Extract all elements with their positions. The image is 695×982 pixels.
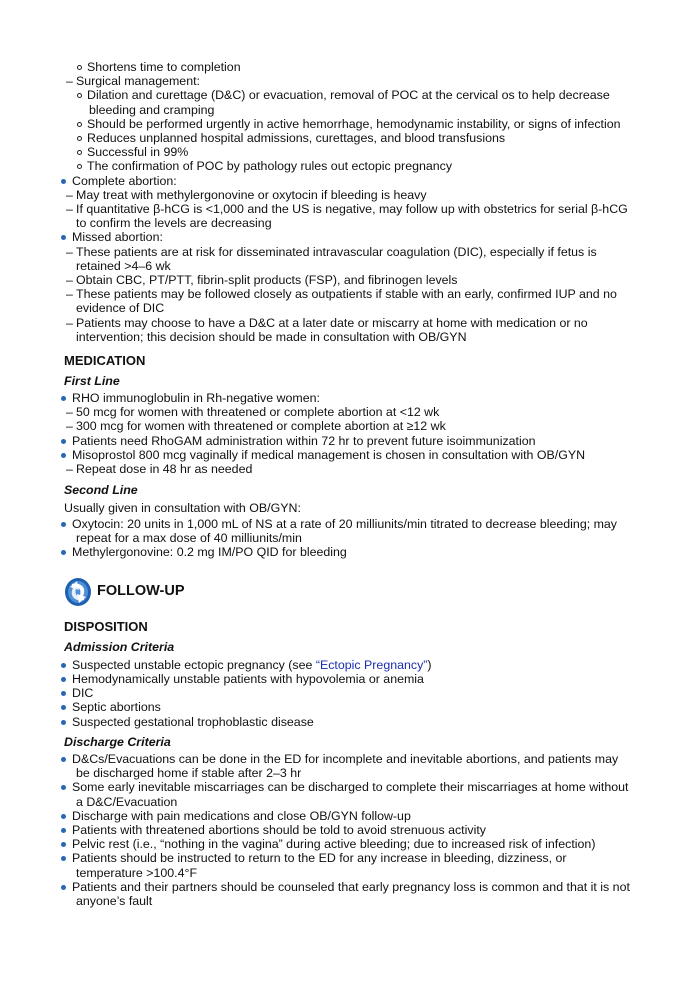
list-item-text: retained >4–6 wk — [76, 258, 171, 273]
list-item-text: Complete abortion: — [72, 173, 177, 188]
list-item-text: DIC — [72, 686, 94, 701]
dash-marker: – — [66, 287, 73, 302]
bullet-icon — [61, 396, 66, 401]
list-item-text: Patients need RhoGAM administration within 72 hr to prevent future isoimmunization — [72, 433, 536, 448]
list-item-text: Repeat dose in 48 hr as needed — [76, 462, 253, 476]
dash-marker: – — [66, 462, 73, 476]
second-line-heading: Second Line — [64, 483, 138, 497]
list-item-text: The confirmation of POC by pathology rules out ectopic pregnancy — [87, 159, 453, 174]
dash-marker: – — [66, 187, 73, 202]
admission-criteria-heading: Admission Criteria — [64, 640, 175, 654]
list-item-text: Shortens time to completion — [87, 60, 241, 74]
bullet-icon — [61, 885, 66, 890]
bullet-icon — [61, 814, 66, 819]
list-item-text: 50 mcg for women with threatened or complete abortion at <12 wk — [76, 405, 440, 420]
list-item-text: Septic abortions — [72, 700, 161, 715]
follow-up-title: FOLLOW-UP — [97, 583, 185, 599]
bullet-icon — [61, 785, 66, 790]
list-item-text: Missed abortion: — [72, 230, 163, 245]
list-item-text: Pelvic rest (i.e., “nothing in the vagina” during active bleeding; due to increased risk of infection) — [72, 837, 596, 852]
follow-up-icon — [63, 576, 93, 608]
dash-marker: – — [66, 273, 73, 287]
list-item-text: Oxytocin: 20 units in 1,000 mL of NS at a rate of 20 milliunits/min titrated to decrease bleeding; may — [72, 517, 618, 531]
list-item-text: temperature >100.4°F — [76, 865, 198, 880]
list-item-text: Misoprostol 800 mcg vaginally if medical management is chosen in consultation with OB/GYN — [72, 447, 586, 462]
list-item-text: Dilation and curettage (D&C) or evacuation, removal of POC at the cervical os to help decrease — [87, 88, 610, 103]
list-item-text: Obtain CBC, PT/PTT, fibrin-split products (FSP), and fibrinogen levels — [76, 273, 458, 287]
bullet-icon — [61, 522, 66, 527]
list-item-text: to confirm the levels are decreasing — [76, 216, 272, 231]
bullet-icon — [61, 235, 66, 240]
dash-marker: – — [66, 419, 73, 434]
list-item-text: D&Cs/Evacuations can be done in the ED for incomplete and inevitable abortions, and patients may — [72, 752, 619, 766]
list-item-text: anyone’s fault — [76, 894, 153, 908]
list-item-text: Some early inevitable miscarriages can be discharged to complete their miscarriages at home without — [72, 780, 629, 795]
list-item-text: be discharged home if stable after 2–3 hr — [76, 766, 302, 781]
dash-marker: – — [66, 202, 73, 216]
bullet-icon — [61, 842, 66, 847]
list-item-text: These patients may be followed closely as outpatients if stable with an early, confirmed IUP and no — [76, 287, 617, 302]
bullet-icon — [61, 691, 66, 696]
sub-bullet-icon — [77, 65, 82, 70]
sub-bullet-icon — [77, 150, 82, 155]
list-item-text: If quantitative β-hCG is <1,000 and the US is negative, may follow up with obstetrics for serial β-hCG — [76, 202, 628, 216]
bullet-icon — [61, 705, 66, 710]
bullet-icon — [61, 663, 66, 668]
bullet-icon — [61, 856, 66, 861]
list-item-text: repeat for a max dose of 40 milliunits/min — [76, 531, 302, 546]
list-item-text: Patients should be instructed to return to the ED for any increase in bleeding, dizziness, or — [72, 851, 567, 866]
bullet-icon — [61, 720, 66, 725]
list-item-text: May treat with methylergonovine or oxytocin if bleeding is heavy — [76, 187, 427, 202]
list-item-text: Should be performed urgently in active hemorrhage, hemodynamic instability, or signs of infection — [87, 116, 621, 131]
list-item-text: Successful in 99% — [87, 145, 189, 160]
dash-marker: – — [66, 315, 73, 330]
list-item-text: Hemodynamically unstable patients with hypovolemia or anemia — [72, 672, 424, 686]
disposition-heading: DISPOSITION — [64, 619, 148, 634]
bullet-icon — [61, 439, 66, 444]
dash-marker: – — [66, 405, 73, 420]
list-item-text: These patients are at risk for disseminated intravascular coagulation (DIC), especially if fetus is — [76, 244, 597, 259]
sub-bullet-icon — [77, 164, 82, 169]
ectopic-pregnancy-link[interactable]: “Ectopic Pregnancy” — [315, 658, 428, 672]
bullet-icon — [61, 179, 66, 184]
bullet-icon — [61, 828, 66, 833]
list-item-text: Patients and their partners should be counseled that early pregnancy loss is common and that it is not — [72, 879, 630, 894]
bullet-icon — [61, 677, 66, 682]
sub-bullet-icon — [77, 122, 82, 127]
list-item-text: Patients may choose to have a D&C at a later date or miscarry at home with medication or no — [76, 315, 588, 330]
list-item-text: bleeding and cramping — [89, 102, 215, 117]
medication-heading: MEDICATION — [64, 353, 146, 368]
discharge-criteria-heading: Discharge Criteria — [64, 735, 171, 749]
bullet-icon — [61, 550, 66, 555]
bullet-icon — [61, 757, 66, 762]
sub-bullet-icon — [77, 93, 82, 98]
sub-bullet-icon — [77, 136, 82, 141]
second-line-intro: Usually given in consultation with OB/GYN: — [64, 501, 301, 515]
list-item-text: Surgical management: — [76, 74, 200, 89]
list-item-text: 300 mcg for women with threatened or complete abortion at ≥12 wk — [76, 419, 446, 434]
bullet-icon — [61, 453, 66, 458]
dash-marker: – — [66, 244, 73, 259]
list-item-text: Reduces unplanned hospital admissions, curettages, and blood transfusions — [87, 131, 506, 145]
list-item-text: RHO immunoglobulin in Rh-negative women: — [72, 391, 320, 405]
first-line-heading: First Line — [64, 374, 120, 388]
list-item-text: Patients with threatened abortions should be told to avoid strenuous activity — [72, 823, 486, 837]
dash-marker: – — [66, 74, 73, 89]
list-item-text: a D&C/Evacuation — [76, 794, 178, 809]
list-item-text: evidence of DIC — [76, 301, 165, 316]
list-item-text: intervention; this decision should be made in consultation with OB/GYN — [76, 329, 467, 344]
list-item-text: Methylergonovine: 0.2 mg IM/PO QID for bleeding — [72, 545, 347, 560]
list-item-text: Discharge with pain medications and close OB/GYN follow-up — [72, 808, 411, 823]
list-item-text: Suspected gestational trophoblastic disease — [72, 714, 314, 729]
